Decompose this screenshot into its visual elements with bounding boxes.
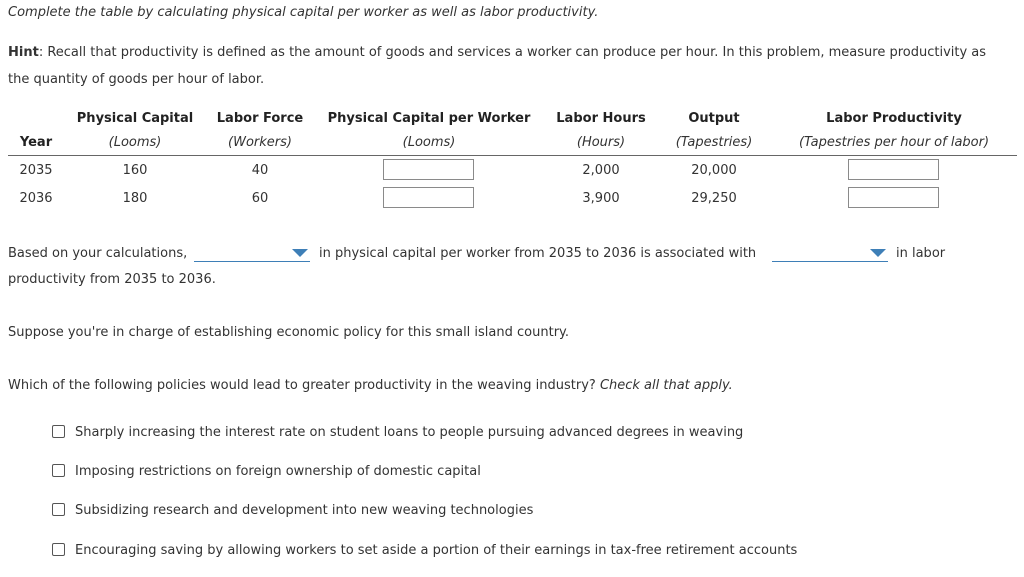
header-labor-force: Labor Force <box>216 111 304 126</box>
header-capital-unit: (Looms) <box>108 135 162 150</box>
capital-per-worker-input-2035[interactable] <box>383 159 474 180</box>
option-label: Encouraging saving by allowing workers to set aside a portion of their earnings in tax-free retirement accounts <box>75 543 798 558</box>
header-capital-per-worker: Physical Capital per Worker <box>327 111 531 126</box>
cell-labor-hours: 2,000 <box>582 163 620 178</box>
header-productivity: Labor Productivity <box>826 111 962 126</box>
sentence-part-1: Based on your calculations, <box>8 246 188 261</box>
sentence-part-2: in physical capital per worker from 2035 to 2036 is associated with <box>319 246 757 261</box>
option-label: Subsidizing research and development into new weaving technologies <box>75 503 534 518</box>
header-year: Year <box>19 135 53 150</box>
header-divider <box>8 155 1017 156</box>
productivity-input-2036[interactable] <box>848 187 939 208</box>
header-labor-hours-unit: (Hours) <box>576 135 626 150</box>
checkbox[interactable] <box>52 464 65 477</box>
option-label: Sharply increasing the interest rate on student loans to people pursuing advanced degrees in weaving <box>75 425 744 440</box>
cell-year: 2035 <box>19 163 53 178</box>
change-dropdown-2[interactable] <box>772 250 888 262</box>
cell-capital: 160 <box>122 163 148 178</box>
header-output-unit: (Tapestries) <box>675 135 753 150</box>
question-text <box>8 378 733 393</box>
chevron-down-icon <box>870 249 886 257</box>
header-capital-per-worker-unit: (Looms) <box>402 135 456 150</box>
hint-text: : Recall that productivity is defined as the amount of goods and services a worker can produce per hour. In this problem, measure productivity as <box>38 45 987 60</box>
capital-per-worker-input-2036[interactable] <box>383 187 474 208</box>
header-output: Output <box>688 111 740 126</box>
header-labor-force-unit: (Workers) <box>228 135 292 150</box>
sentence-part-4: productivity from 2035 to 2036. <box>8 272 216 287</box>
question-main: Which of the following policies would lead to greater productivity in the weaving industry? <box>8 378 600 393</box>
chevron-down-icon <box>292 249 308 257</box>
question-emphasis: Check all that apply. <box>599 378 733 393</box>
cell-output: 20,000 <box>691 163 737 178</box>
hint-line-2: the quantity of goods per hour of labor. <box>8 72 265 87</box>
policy-intro: Suppose you're in charge of establishing economic policy for this small island country. <box>8 325 570 340</box>
header-capital: Physical Capital <box>76 111 194 126</box>
option-label: Imposing restrictions on foreign ownership of domestic capital <box>75 464 481 479</box>
checkbox[interactable] <box>52 425 65 438</box>
hint-label: Hint <box>8 45 39 60</box>
checkbox[interactable] <box>52 543 65 556</box>
header-labor-hours: Labor Hours <box>556 111 646 126</box>
sentence-part-3: in labor <box>896 246 946 261</box>
cell-year: 2036 <box>19 191 53 206</box>
instruction-text: Complete the table by calculating physical capital per worker as well as labor productivity. <box>8 5 599 20</box>
hint-line-1 <box>8 45 986 60</box>
header-productivity-unit: (Tapestries per hour of labor) <box>798 135 990 150</box>
cell-capital: 180 <box>122 191 148 206</box>
checkbox[interactable] <box>52 503 65 516</box>
cell-labor-force: 40 <box>251 163 269 178</box>
change-dropdown-1[interactable] <box>194 250 310 262</box>
productivity-input-2035[interactable] <box>848 159 939 180</box>
cell-labor-force: 60 <box>251 191 269 206</box>
cell-labor-hours: 3,900 <box>582 191 620 206</box>
cell-output: 29,250 <box>691 191 737 206</box>
